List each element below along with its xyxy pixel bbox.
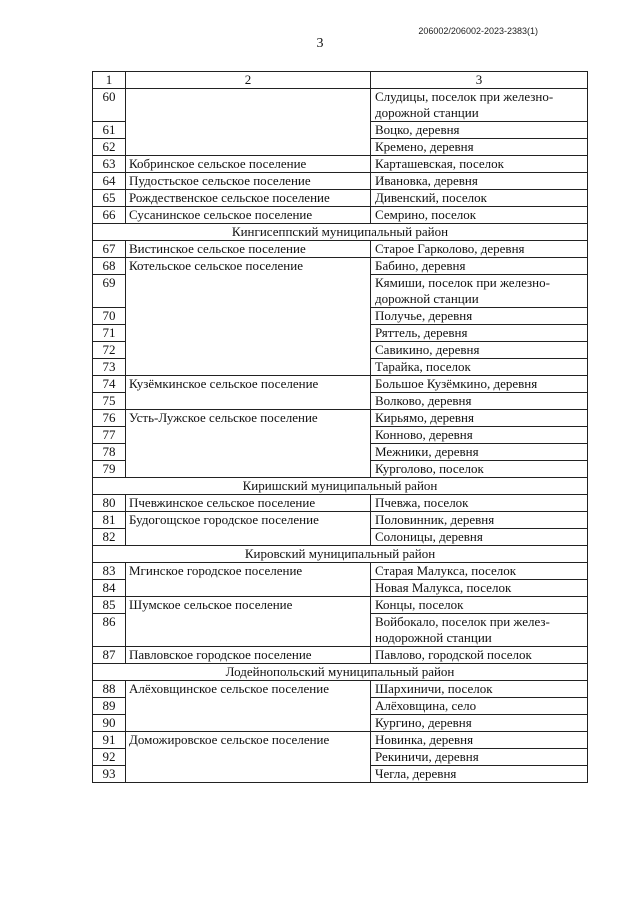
settlement-cell: Сусанинское сельское поселение [126, 207, 371, 224]
locality-cell: Солоницы, деревня [371, 529, 588, 546]
settlement-cell: Пчевжинское сельское поселение [126, 495, 371, 512]
locality-cell: Ивановка, деревня [371, 173, 588, 190]
locality-cell: Шархиничи, поселок [371, 681, 588, 698]
locality-cell: Половинник, деревня [371, 512, 588, 529]
row-number: 91 [93, 732, 126, 749]
locality-cell: Рекиничи, деревня [371, 749, 588, 766]
table-row [93, 258, 588, 275]
header-col-2: 2 [126, 72, 371, 89]
row-number: 70 [93, 308, 126, 325]
district-heading: Киришский муниципальный район [93, 478, 588, 495]
locality-cell: Ряттель, деревня [371, 325, 588, 342]
locality-cell: Пчевжа, поселок [371, 495, 588, 512]
settlement-cell: Усть-Лужское сельское поселение [126, 410, 371, 478]
table-row [93, 156, 588, 173]
settlement-cell: Доможировское сельское поселение [126, 732, 371, 783]
row-number: 89 [93, 698, 126, 715]
row-number: 92 [93, 749, 126, 766]
row-number: 61 [93, 122, 126, 139]
settlements-table [92, 71, 588, 783]
row-number: 88 [93, 681, 126, 698]
row-number: 93 [93, 766, 126, 783]
settlement-cell: Шумское сельское поселение [126, 597, 371, 647]
row-number: 76 [93, 410, 126, 427]
row-number: 87 [93, 647, 126, 664]
settlement-cell: Будогощское городское поселение [126, 512, 371, 546]
table-row [93, 563, 588, 580]
table-row [93, 410, 588, 427]
locality-cell: Концы, поселок [371, 597, 588, 614]
district-heading: Кингисеппский муниципальный район [93, 224, 588, 241]
row-number: 81 [93, 512, 126, 529]
row-number: 85 [93, 597, 126, 614]
table-row [93, 681, 588, 698]
settlement-cell: Алёховщинское сельское поселение [126, 681, 371, 732]
row-number: 60 [93, 89, 126, 122]
settlement-cell: Мгинское городское поселение [126, 563, 371, 597]
locality-cell: Новинка, деревня [371, 732, 588, 749]
row-number: 65 [93, 190, 126, 207]
row-number: 73 [93, 359, 126, 376]
locality-cell: Получье, деревня [371, 308, 588, 325]
district-row [93, 664, 588, 681]
table-row [93, 173, 588, 190]
district-row [93, 224, 588, 241]
locality-cell: Воцко, деревня [371, 122, 588, 139]
row-number: 71 [93, 325, 126, 342]
locality-cell: Кургино, деревня [371, 715, 588, 732]
row-number: 72 [93, 342, 126, 359]
district-heading: Лодейнопольский муниципальный район [93, 664, 588, 681]
settlement-cell: Пудостьское сельское поселение [126, 173, 371, 190]
row-number: 84 [93, 580, 126, 597]
locality-cell: Старая Малукса, поселок [371, 563, 588, 580]
locality-cell: Кремено, деревня [371, 139, 588, 156]
row-number: 69 [93, 275, 126, 308]
header-col-3: 3 [371, 72, 588, 89]
table-row [93, 241, 588, 258]
locality-cell: Бабино, деревня [371, 258, 588, 275]
locality-cell: Волково, деревня [371, 393, 588, 410]
row-number: 78 [93, 444, 126, 461]
row-number: 67 [93, 241, 126, 258]
table-header-row [93, 72, 588, 89]
locality-cell: Старое Гарколово, деревня [371, 241, 588, 258]
locality-cell: Тарайка, поселок [371, 359, 588, 376]
row-number: 83 [93, 563, 126, 580]
row-number: 90 [93, 715, 126, 732]
settlement-cell: Рождественское сельское поселение [126, 190, 371, 207]
row-number: 66 [93, 207, 126, 224]
locality-cell: Алёховщина, село [371, 698, 588, 715]
table-row [93, 647, 588, 664]
district-heading: Кировский муниципальный район [93, 546, 588, 563]
locality-cell: Семрино, поселок [371, 207, 588, 224]
table-row [93, 89, 588, 122]
locality-cell: Карташевская, поселок [371, 156, 588, 173]
row-number: 64 [93, 173, 126, 190]
row-number: 77 [93, 427, 126, 444]
table-row [93, 207, 588, 224]
locality-cell: Дивенский, поселок [371, 190, 588, 207]
row-number: 79 [93, 461, 126, 478]
locality-cell: Конново, деревня [371, 427, 588, 444]
locality-cell: Новая Малукса, поселок [371, 580, 588, 597]
settlement-cell [126, 89, 371, 156]
document-id: 206002/206002-2023-2383(1) [418, 26, 538, 36]
row-number: 75 [93, 393, 126, 410]
row-number: 68 [93, 258, 126, 275]
locality-cell: Кирьямо, деревня [371, 410, 588, 427]
row-number: 80 [93, 495, 126, 512]
table-row [93, 495, 588, 512]
settlement-cell: Кузёмкинское сельское поселение [126, 376, 371, 410]
locality-cell: Павлово, городской поселок [371, 647, 588, 664]
locality-cell: Курголово, поселок [371, 461, 588, 478]
row-number: 74 [93, 376, 126, 393]
locality-cell: Савикино, деревня [371, 342, 588, 359]
table-row [93, 190, 588, 207]
locality-cell: Войбокало, поселок при желез-нодорожной станции [371, 614, 588, 647]
district-row [93, 478, 588, 495]
table-row [93, 597, 588, 614]
row-number: 63 [93, 156, 126, 173]
locality-cell: Кямиши, поселок при железно-дорожной станции [371, 275, 588, 308]
district-row [93, 546, 588, 563]
settlement-cell: Котельское сельское поселение [126, 258, 371, 376]
header-col-1: 1 [93, 72, 126, 89]
locality-cell: Слудицы, поселок при железно-дорожной станции [371, 89, 588, 122]
settlement-cell: Кобринское сельское поселение [126, 156, 371, 173]
row-number: 86 [93, 614, 126, 647]
page-number: 3 [316, 36, 324, 51]
table-row [93, 512, 588, 529]
table-row [93, 732, 588, 749]
row-number: 82 [93, 529, 126, 546]
row-number: 62 [93, 139, 126, 156]
locality-cell: Чегла, деревня [371, 766, 588, 783]
table-row [93, 376, 588, 393]
locality-cell: Межники, деревня [371, 444, 588, 461]
locality-cell: Большое Кузёмкино, деревня [371, 376, 588, 393]
settlement-cell: Павловское городское поселение [126, 647, 371, 664]
settlement-cell: Вистинское сельское поселение [126, 241, 371, 258]
